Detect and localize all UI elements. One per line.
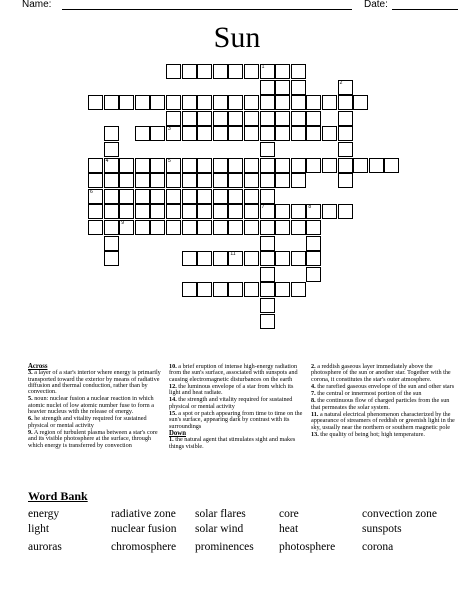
clue-number-label: 4 <box>105 157 109 164</box>
crossword-cell[interactable] <box>244 64 259 79</box>
clue-text: A region of turbulent plasma between a star's core and its visible photosphere at the surface, through which energy is transferred by convection <box>28 428 158 449</box>
word-bank-item: energy <box>28 508 60 520</box>
crossword-cell[interactable] <box>228 111 243 126</box>
clues-column-3 <box>311 364 457 439</box>
crossword-cell[interactable] <box>197 64 212 79</box>
crossword-cell[interactable] <box>182 64 197 79</box>
crossword-cell[interactable] <box>104 95 119 110</box>
clue-text: the rarefied gaseous envelope of the sun and other stars <box>317 382 455 390</box>
crossword-cell[interactable] <box>182 251 197 266</box>
crossword-cell[interactable] <box>166 126 181 141</box>
crossword-cell[interactable] <box>197 189 212 204</box>
clue-number-label: 7 <box>261 204 265 211</box>
crossword-cell[interactable] <box>338 95 353 110</box>
crossword-cell[interactable] <box>322 158 337 173</box>
clue-across-12 <box>169 384 305 397</box>
crossword-cell[interactable] <box>275 204 290 219</box>
word-bank-item: auroras <box>28 541 62 553</box>
word-bank-item: convection zone <box>362 508 438 520</box>
crossword-cell[interactable] <box>244 111 259 126</box>
crossword-cell[interactable] <box>306 220 321 235</box>
crossword-cell[interactable] <box>213 251 228 266</box>
crossword-cell[interactable] <box>260 220 275 235</box>
crossword-cell[interactable] <box>228 282 243 297</box>
word-bank-title: Word Bank <box>28 489 88 503</box>
crossword-cell[interactable] <box>104 189 119 204</box>
crossword-cell[interactable] <box>275 111 290 126</box>
crossword-cell[interactable] <box>213 204 228 219</box>
crossword-cell[interactable] <box>291 251 306 266</box>
crossword-cell[interactable] <box>338 204 353 219</box>
crossword-cell[interactable] <box>275 80 290 95</box>
crossword-cell[interactable] <box>260 267 275 282</box>
crossword-cell[interactable] <box>166 95 181 110</box>
crossword-cell[interactable] <box>197 95 212 110</box>
word-bank-item: sunspots <box>362 523 402 535</box>
date-label: Date: <box>364 0 388 10</box>
crossword-cell[interactable] <box>306 251 321 266</box>
crossword-cell[interactable] <box>291 282 306 297</box>
crossword-cell[interactable] <box>260 158 275 173</box>
word-bank-item: radiative zone <box>111 508 176 520</box>
crossword-cell[interactable] <box>150 189 165 204</box>
crossword-cell[interactable] <box>369 158 384 173</box>
crossword-cell[interactable] <box>306 204 321 219</box>
clue-text: a spot or patch appearing from time to time on the sun's surface, appearing dark by contrast with its surroundings <box>169 410 303 430</box>
crossword-cell[interactable] <box>306 126 321 141</box>
crossword-cell[interactable] <box>197 173 212 188</box>
word-bank-item: photosphere <box>279 541 336 553</box>
crossword-cell[interactable] <box>260 126 275 141</box>
crossword-cell[interactable] <box>244 282 259 297</box>
clue-down-13 <box>311 432 457 438</box>
crossword-cell[interactable] <box>291 64 306 79</box>
page-title: Sun <box>213 21 261 54</box>
crossword-cell[interactable] <box>260 282 275 297</box>
clue-number: 4. <box>311 382 316 390</box>
clues-column-2 <box>169 364 305 451</box>
crossword-cell[interactable] <box>322 95 337 110</box>
clue-text: noun: nuclear fusion a nuclear reaction in which atomic nuclei of low atomic number fuse to form a heavier nucleus with the release of energy. <box>28 395 154 416</box>
crossword-cell[interactable] <box>275 220 290 235</box>
crossword-cell[interactable] <box>291 111 306 126</box>
crossword-cell[interactable] <box>353 158 368 173</box>
crossword-cell[interactable] <box>213 95 228 110</box>
clue-number: 10. <box>169 363 177 370</box>
clue-text: a reddish gaseous layer immediately above the photosphere of the sun or another star. Together with the corona, it constitutes the star's outer atmosphere. <box>311 363 451 383</box>
crossword-cell[interactable] <box>88 95 103 110</box>
word-bank-item: core <box>279 508 299 520</box>
crossword-cell[interactable] <box>150 220 165 235</box>
crossword-cell[interactable] <box>119 220 134 235</box>
word-bank-item: solar flares <box>195 508 246 520</box>
crossword-cell[interactable] <box>88 189 103 204</box>
crossword-cell[interactable] <box>291 80 306 95</box>
crossword-cell[interactable] <box>104 251 119 266</box>
clue-number-label: 6 <box>90 188 93 195</box>
clue-across-9 <box>28 430 162 449</box>
crossword-cell[interactable] <box>306 111 321 126</box>
crossword-cell[interactable] <box>104 204 119 219</box>
crossword-cell[interactable] <box>306 95 321 110</box>
crossword-cell[interactable] <box>244 220 259 235</box>
crossword-cell[interactable] <box>291 173 306 188</box>
crossword-cell[interactable] <box>104 173 119 188</box>
crossword-cell[interactable] <box>213 189 228 204</box>
crossword-cell[interactable] <box>338 126 353 141</box>
word-bank-item: heat <box>279 523 299 535</box>
word-bank-item: solar wind <box>195 523 244 535</box>
crossword-cell[interactable] <box>306 158 321 173</box>
crossword-cell[interactable] <box>260 189 275 204</box>
clues-column-1 <box>28 364 162 450</box>
crossword-cell[interactable] <box>213 111 228 126</box>
crossword-cell[interactable] <box>275 126 290 141</box>
word-bank-item: light <box>28 523 50 535</box>
clue-number-label: 11 <box>230 251 236 258</box>
crossword-cell[interactable] <box>135 158 150 173</box>
crossword-cell[interactable] <box>322 204 337 219</box>
crossword-cell[interactable] <box>182 173 197 188</box>
crossword-cell[interactable] <box>150 95 165 110</box>
crossword-cell[interactable] <box>182 95 197 110</box>
clue-number: 2. <box>311 363 316 370</box>
crossword-cell[interactable] <box>244 189 259 204</box>
crossword-cell[interactable] <box>260 204 275 219</box>
clue-number: 14. <box>169 396 177 404</box>
crossword-cell[interactable] <box>150 158 165 173</box>
crossword-cell[interactable] <box>104 220 119 235</box>
clue-number: 11. <box>311 411 319 419</box>
crossword-cell[interactable] <box>244 158 259 173</box>
crossword-cell[interactable] <box>166 111 181 126</box>
crossword-cell[interactable] <box>104 158 119 173</box>
crossword-cell[interactable] <box>88 173 103 188</box>
crossword-cell[interactable] <box>228 158 243 173</box>
crossword-cell[interactable] <box>119 204 134 219</box>
clue-down-2 <box>311 364 457 383</box>
crossword-cell[interactable] <box>135 204 150 219</box>
clue-down-1 <box>169 437 305 450</box>
crossword-cell[interactable] <box>88 220 103 235</box>
clue-number: 3. <box>28 369 33 377</box>
crossword-cell[interactable] <box>182 158 197 173</box>
crossword-cell[interactable] <box>213 282 228 297</box>
clue-down-8 <box>311 398 457 411</box>
crossword-cell[interactable] <box>244 95 259 110</box>
crossword-cell[interactable] <box>135 220 150 235</box>
crossword-cell[interactable] <box>291 95 306 110</box>
crossword-cell[interactable] <box>260 173 275 188</box>
crossword-cell[interactable] <box>275 158 290 173</box>
crossword-cell[interactable] <box>197 204 212 219</box>
crossword-cell[interactable] <box>228 64 243 79</box>
clue-number: 7. <box>311 390 316 398</box>
crossword-cell[interactable] <box>197 220 212 235</box>
crossword-cell[interactable] <box>213 64 228 79</box>
crossword-cell[interactable] <box>197 111 212 126</box>
crossword-cell[interactable] <box>260 111 275 126</box>
clue-across-15 <box>169 411 305 430</box>
word-bank-item: prominences <box>195 541 254 553</box>
crossword-cell[interactable] <box>197 126 212 141</box>
crossword-cell[interactable] <box>244 204 259 219</box>
clue-text: the luminous envelope of a star from which its light and heat radiate. <box>169 382 294 397</box>
crossword-cell[interactable] <box>260 64 275 79</box>
crossword-cell[interactable] <box>166 220 181 235</box>
crossword-cell[interactable] <box>260 298 275 313</box>
crossword-cell[interactable] <box>291 220 306 235</box>
clue-across-3 <box>28 370 162 395</box>
clue-text: a brief eruption of intense high-energy radiation from the sun's surface, associated with sunspots and causing electromagnetic disturbances on the earth <box>169 363 298 383</box>
clue-number: 1. <box>169 436 174 444</box>
crossword-cell[interactable] <box>228 204 243 219</box>
crossword-cell[interactable] <box>260 80 275 95</box>
crossword-cell[interactable] <box>119 158 134 173</box>
crossword-cell[interactable] <box>306 267 321 282</box>
crossword-cell[interactable] <box>244 251 259 266</box>
clue-across-6 <box>28 416 162 429</box>
crossword-cell[interactable] <box>260 251 275 266</box>
crossword-cell[interactable] <box>104 142 119 157</box>
crossword-cell[interactable] <box>213 126 228 141</box>
clue-number: 9. <box>28 428 33 436</box>
crossword-cell[interactable] <box>338 158 353 173</box>
crossword-cell[interactable] <box>213 158 228 173</box>
clue-number: 12. <box>169 382 177 390</box>
crossword-cell[interactable] <box>135 189 150 204</box>
name-label: Name: <box>22 0 52 10</box>
clue-number-label: 2 <box>339 79 343 86</box>
crossword-cell[interactable] <box>384 158 399 173</box>
crossword-cell[interactable] <box>119 173 134 188</box>
crossword-cell[interactable] <box>275 173 290 188</box>
crossword-cell[interactable] <box>338 142 353 157</box>
clue-text: the quality of being hot; high temperature. <box>320 430 425 438</box>
clue-across-5 <box>28 396 162 415</box>
clue-number: 6. <box>28 415 33 423</box>
across-heading: Across <box>28 363 48 370</box>
crossword-cell[interactable] <box>228 95 243 110</box>
crossword-cell[interactable] <box>260 314 275 329</box>
crossword-cell[interactable] <box>275 64 290 79</box>
crossword-cell[interactable] <box>306 236 321 251</box>
crossword-cell[interactable] <box>291 204 306 219</box>
clue-number: 5. <box>28 395 33 403</box>
word-bank-item: chromosphere <box>111 541 177 553</box>
clue-down-11 <box>311 412 457 431</box>
crossword-cell[interactable] <box>104 236 119 251</box>
clue-across-10 <box>169 364 305 383</box>
clue-text: the natural agent that stimulates sight and makes things visible. <box>169 436 296 450</box>
clue-number-label: 1 <box>261 64 265 70</box>
crossword-cell[interactable] <box>275 251 290 266</box>
clue-number: 15. <box>169 410 177 418</box>
crossword-cell[interactable] <box>244 126 259 141</box>
clue-text: the strength and vitality required for sustained physical or mental activity <box>169 396 293 410</box>
crossword-cell[interactable] <box>150 126 165 141</box>
crossword-cell[interactable] <box>275 282 290 297</box>
crossword-cell[interactable] <box>260 236 275 251</box>
crossword-cell[interactable] <box>182 126 197 141</box>
word-bank-item: nuclear fusion <box>111 523 177 535</box>
crossword-cell[interactable] <box>197 282 212 297</box>
crossword-cell[interactable] <box>213 220 228 235</box>
crossword-cell[interactable] <box>291 158 306 173</box>
clue-number-label: 5 <box>168 157 171 164</box>
crossword-cell[interactable] <box>244 173 259 188</box>
clue-number-label: 3 <box>168 126 171 133</box>
crossword-cell[interactable] <box>275 95 290 110</box>
crossword-cell[interactable] <box>119 95 134 110</box>
crossword-cell[interactable] <box>228 220 243 235</box>
crossword-cell[interactable] <box>182 111 197 126</box>
clue-number: 13. <box>311 430 319 438</box>
clue-number-label: 8 <box>308 204 312 211</box>
crossword-cell[interactable] <box>150 173 165 188</box>
crossword-cell[interactable] <box>135 173 150 188</box>
crossword-cell[interactable] <box>182 204 197 219</box>
crossword-cell[interactable] <box>150 204 165 219</box>
word-bank-item: corona <box>362 541 394 553</box>
clue-number-label: 9 <box>121 220 124 226</box>
crossword-cell[interactable] <box>197 158 212 173</box>
clues-section <box>28 364 458 484</box>
crossword-cell[interactable] <box>166 173 181 188</box>
crossword-cell[interactable] <box>119 189 134 204</box>
crossword-cell[interactable] <box>166 204 181 219</box>
crossword-cell[interactable] <box>228 126 243 141</box>
clue-across-14 <box>169 397 305 410</box>
clue-text: the central or innermost portion of the sun <box>317 390 422 398</box>
crossword-cell[interactable] <box>322 126 337 141</box>
crossword-cell[interactable] <box>228 173 243 188</box>
clue-text: a natural electrical phenomenon characterized by the appearance of streamers of reddish or greenish light in the sky, usually near the northern or southern magnetic pole <box>311 411 455 431</box>
crossword-cell[interactable] <box>228 189 243 204</box>
crossword-cell[interactable] <box>104 126 119 141</box>
crossword-cell[interactable] <box>213 173 228 188</box>
down-heading: Down <box>169 429 186 437</box>
clue-text: a layer of a star's interior where energy is primarily transported toward the exterior by means of radiative diffusion and thermal conduction, rather than by convection. <box>28 369 161 396</box>
crossword-cell[interactable] <box>182 282 197 297</box>
crossword-cell[interactable] <box>166 64 181 79</box>
crossword-cell[interactable] <box>338 173 353 188</box>
crossword-cell[interactable] <box>338 111 353 126</box>
crossword-cell[interactable] <box>197 251 212 266</box>
clue-number: 8. <box>311 397 316 405</box>
crossword-cell[interactable] <box>260 142 275 157</box>
crossword-cell[interactable] <box>166 158 181 173</box>
crossword-cell[interactable] <box>291 126 306 141</box>
crossword-cell[interactable] <box>88 204 103 219</box>
crossword-cell[interactable] <box>228 251 243 266</box>
crossword-cell[interactable] <box>88 158 103 173</box>
crossword-cell[interactable] <box>182 220 197 235</box>
crossword-cell[interactable] <box>182 189 197 204</box>
clue-text: the continuous flow of charged particles from the sun that permeates the solar system. <box>311 397 450 411</box>
crossword-cell[interactable] <box>166 189 181 204</box>
crossword-cell[interactable] <box>135 126 150 141</box>
crossword-cell[interactable] <box>260 95 275 110</box>
crossword-cell[interactable] <box>353 95 368 110</box>
crossword-cell[interactable] <box>338 80 353 95</box>
clue-text: he strength and vitality required for sustained physical or mental activity <box>28 415 147 429</box>
crossword-cell[interactable] <box>135 95 150 110</box>
